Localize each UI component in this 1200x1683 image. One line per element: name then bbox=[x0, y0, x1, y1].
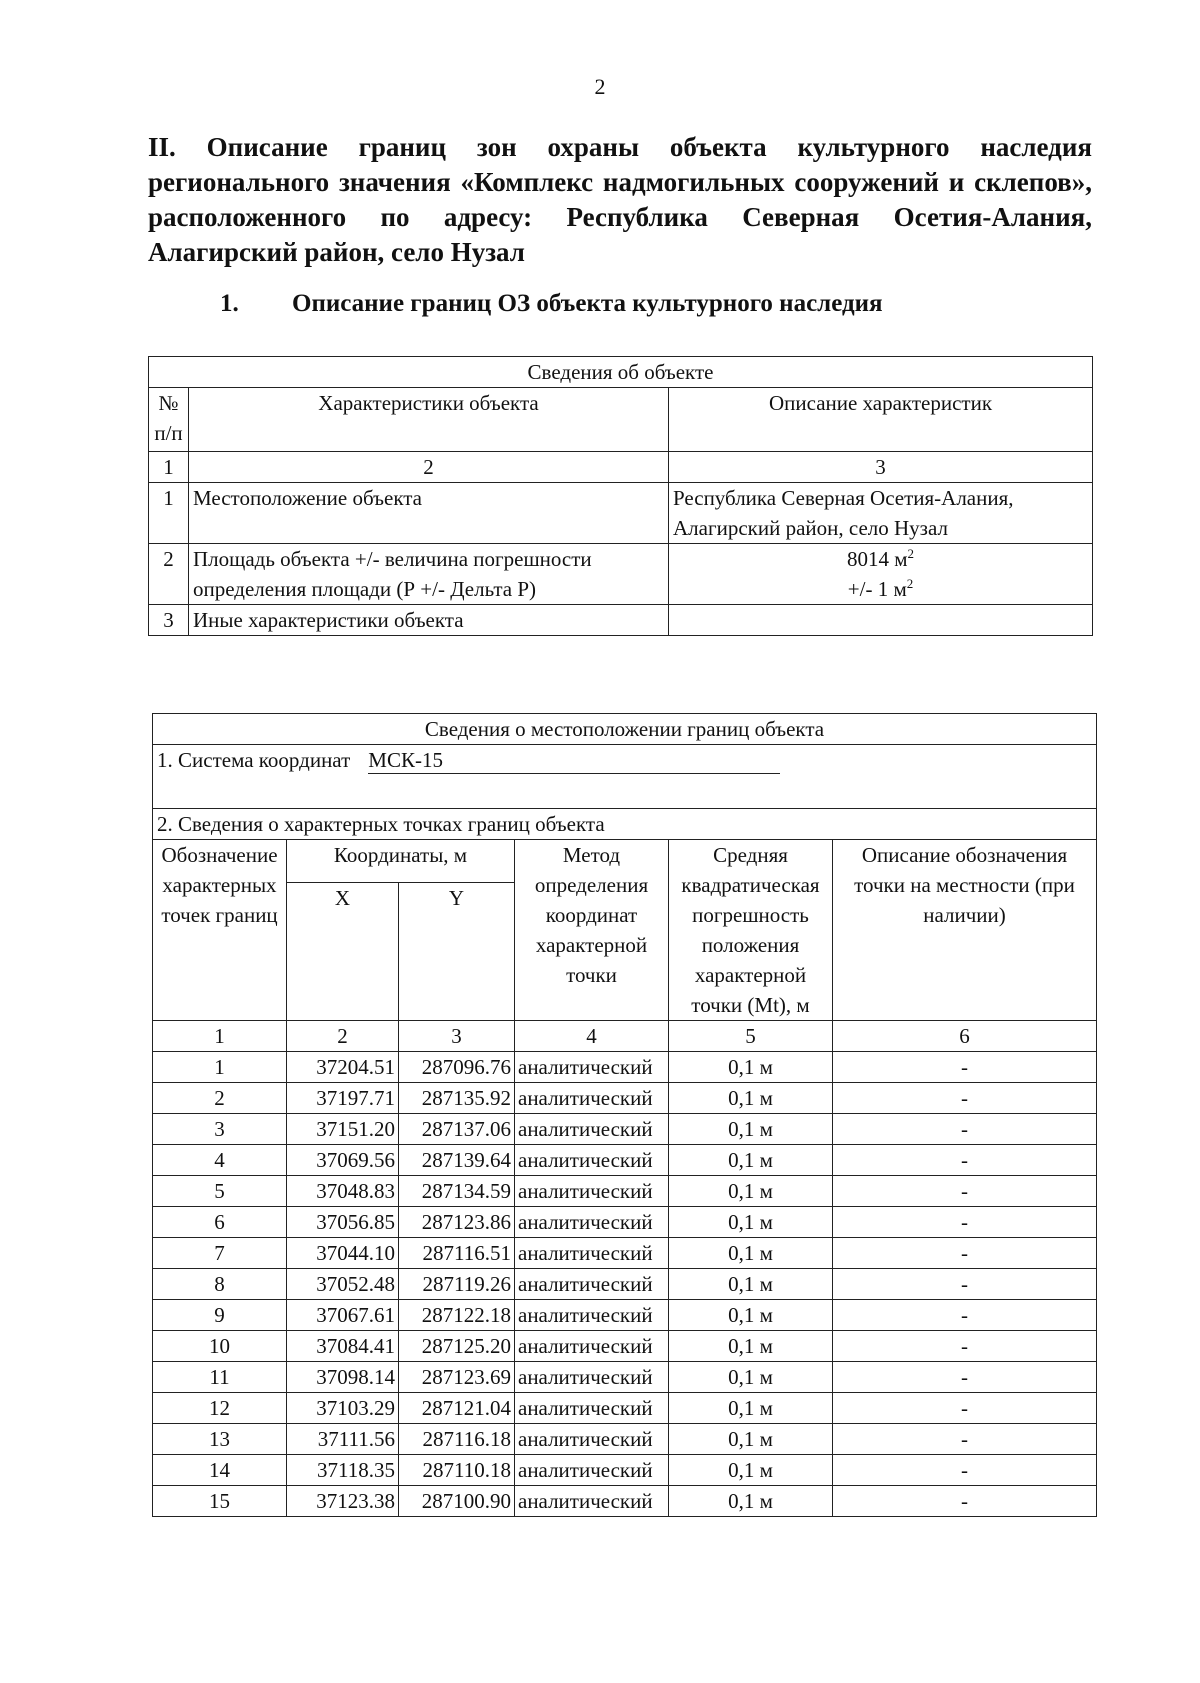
point-description-cell: - bbox=[833, 1145, 1097, 1176]
method-cell: аналитический bbox=[515, 1238, 669, 1269]
method-cell: аналитический bbox=[515, 1424, 669, 1455]
method-cell: аналитический bbox=[515, 1114, 669, 1145]
y-coordinate-cell: 287116.51 bbox=[399, 1238, 515, 1269]
table-row bbox=[153, 1362, 1097, 1393]
table-row bbox=[153, 1238, 1097, 1269]
x-coordinate-cell: 37118.35 bbox=[287, 1455, 399, 1486]
table-row bbox=[153, 1269, 1097, 1300]
point-id-cell: 14 bbox=[153, 1455, 287, 1486]
page-number: 2 bbox=[594, 74, 606, 99]
subsection-heading bbox=[220, 290, 1020, 318]
point-description-cell: - bbox=[833, 1238, 1097, 1269]
point-description-cell: - bbox=[833, 1393, 1097, 1424]
error-cell: 0,1 м bbox=[669, 1486, 833, 1517]
x-coordinate-cell: 37048.83 bbox=[287, 1176, 399, 1207]
method-cell: аналитический bbox=[515, 1269, 669, 1300]
area-value: 8014 $м^2$ bbox=[846, 546, 915, 571]
error-cell: 0,1 м bbox=[669, 1176, 833, 1207]
x-coordinate-cell: 37084.41 bbox=[287, 1331, 399, 1362]
error-cell: 0,1 м bbox=[669, 1238, 833, 1269]
header-y: Y bbox=[399, 883, 515, 1021]
x-coordinate-cell: 37069.56 bbox=[287, 1145, 399, 1176]
point-id-cell: 10 bbox=[153, 1331, 287, 1362]
col-number: 1 bbox=[153, 1021, 287, 1052]
error-cell: 0,1 м bbox=[669, 1362, 833, 1393]
point-id-cell: 15 bbox=[153, 1486, 287, 1517]
characteristic-name: Иные характеристики объекта bbox=[189, 605, 669, 636]
table-row bbox=[153, 1424, 1097, 1455]
col-header-characteristics: Характеристики объекта bbox=[189, 388, 669, 452]
header-error: Средняя квадратическая погрешность положения характерной точки (Mt), м bbox=[669, 840, 833, 1021]
header-description: Описание обозначения точки на местности (при наличии) bbox=[833, 840, 1097, 1021]
characteristic-value bbox=[669, 605, 1093, 636]
table-row bbox=[153, 1331, 1097, 1362]
error-cell: 0,1 м bbox=[669, 1114, 833, 1145]
col-number: 2 bbox=[189, 452, 669, 483]
table-row bbox=[153, 1052, 1097, 1083]
point-description-cell: - bbox=[833, 1269, 1097, 1300]
col-number: 3 bbox=[669, 452, 1093, 483]
section-heading: II. Описание границ зон охраны объекта культурного наследия регионального значения «Комплекс надмогильных сооружений и склепов», расположенного по адресу: Республика Северная Осетия-Алания, Алагирский район, село Нузал bbox=[148, 132, 1092, 267]
x-coordinate-cell: 37103.29 bbox=[287, 1393, 399, 1424]
point-id-cell: 2 bbox=[153, 1083, 287, 1114]
error-cell: 0,1 м bbox=[669, 1393, 833, 1424]
error-cell: 0,1 м bbox=[669, 1455, 833, 1486]
row-number: 3 bbox=[149, 605, 189, 636]
x-coordinate-cell: 37204.51 bbox=[287, 1052, 399, 1083]
characteristic-value: Республика Северная Осетия-Алания, Алагирский район, село Нузал bbox=[669, 483, 1093, 544]
table-row bbox=[149, 605, 1093, 636]
point-description-cell: - bbox=[833, 1207, 1097, 1238]
y-coordinate-cell: 287110.18 bbox=[399, 1455, 515, 1486]
y-coordinate-cell: 287116.18 bbox=[399, 1424, 515, 1455]
object-table-title: Сведения об объекте bbox=[149, 357, 1093, 388]
point-id-cell: 9 bbox=[153, 1300, 287, 1331]
point-description-cell: - bbox=[833, 1176, 1097, 1207]
method-cell: аналитический bbox=[515, 1331, 669, 1362]
point-description-cell: - bbox=[833, 1331, 1097, 1362]
error-cell: 0,1 м bbox=[669, 1145, 833, 1176]
table-row bbox=[153, 1455, 1097, 1486]
point-id-cell: 6 bbox=[153, 1207, 287, 1238]
y-coordinate-cell: 287096.76 bbox=[399, 1052, 515, 1083]
col-header-description: Описание характеристик bbox=[669, 388, 1093, 452]
col-number: 5 bbox=[669, 1021, 833, 1052]
point-id-cell: 7 bbox=[153, 1238, 287, 1269]
y-coordinate-cell: 287139.64 bbox=[399, 1145, 515, 1176]
error-cell: 0,1 м bbox=[669, 1331, 833, 1362]
method-cell: аналитический bbox=[515, 1362, 669, 1393]
col-header-number: № п/п bbox=[149, 388, 189, 452]
coord-system-value: МСК-15 bbox=[368, 747, 780, 774]
header-coords: Координаты, м bbox=[287, 840, 515, 883]
y-coordinate-cell: 287123.86 bbox=[399, 1207, 515, 1238]
method-cell: аналитический bbox=[515, 1052, 669, 1083]
table-row bbox=[149, 544, 1093, 605]
col-number: 6 bbox=[833, 1021, 1097, 1052]
x-coordinate-cell: 37067.61 bbox=[287, 1300, 399, 1331]
point-description-cell: - bbox=[833, 1052, 1097, 1083]
x-coordinate-cell: 37197.71 bbox=[287, 1083, 399, 1114]
table-row bbox=[153, 1486, 1097, 1517]
error-cell: 0,1 м bbox=[669, 1083, 833, 1114]
subsection-title: Описание границ ОЗ объекта культурного наследия bbox=[292, 290, 883, 317]
table-row bbox=[153, 1145, 1097, 1176]
method-cell: аналитический bbox=[515, 1486, 669, 1517]
point-description-cell: - bbox=[833, 1424, 1097, 1455]
row-number: 1 bbox=[149, 483, 189, 544]
characteristic-name: Местоположение объекта bbox=[189, 483, 669, 544]
table-row bbox=[153, 1114, 1097, 1145]
method-cell: аналитический bbox=[515, 1207, 669, 1238]
table-row bbox=[149, 483, 1093, 544]
method-cell: аналитический bbox=[515, 1176, 669, 1207]
points-title: 2. Сведения о характерных точках границ объекта bbox=[153, 809, 1097, 840]
method-cell: аналитический bbox=[515, 1393, 669, 1424]
y-coordinate-cell: 287123.69 bbox=[399, 1362, 515, 1393]
y-coordinate-cell: 287135.92 bbox=[399, 1083, 515, 1114]
points-table-body bbox=[153, 1052, 1097, 1517]
col-number: 1 bbox=[149, 452, 189, 483]
y-coordinate-cell: 287137.06 bbox=[399, 1114, 515, 1145]
header-designation: Обозначение характерных точек границ bbox=[153, 840, 287, 1021]
error-cell: 0,1 м bbox=[669, 1300, 833, 1331]
y-coordinate-cell: 287125.20 bbox=[399, 1331, 515, 1362]
point-description-cell: - bbox=[833, 1486, 1097, 1517]
table-row bbox=[153, 1207, 1097, 1238]
subsection-number: 1. bbox=[220, 290, 239, 317]
x-coordinate-cell: 37044.10 bbox=[287, 1238, 399, 1269]
point-description-cell: - bbox=[833, 1300, 1097, 1331]
table-row bbox=[153, 1393, 1097, 1424]
error-cell: 0,1 м bbox=[669, 1207, 833, 1238]
point-id-cell: 1 bbox=[153, 1052, 287, 1083]
point-id-cell: 3 bbox=[153, 1114, 287, 1145]
table-row bbox=[153, 1083, 1097, 1114]
col-number: 3 bbox=[399, 1021, 515, 1052]
method-cell: аналитический bbox=[515, 1083, 669, 1114]
coord-system-label: 1. Система координат bbox=[157, 748, 351, 772]
y-coordinate-cell: 287100.90 bbox=[399, 1486, 515, 1517]
y-coordinate-cell: 287121.04 bbox=[399, 1393, 515, 1424]
col-number: 2 bbox=[287, 1021, 399, 1052]
error-cell: 0,1 м bbox=[669, 1052, 833, 1083]
x-coordinate-cell: 37123.38 bbox=[287, 1486, 399, 1517]
col-number: 4 bbox=[515, 1021, 669, 1052]
y-coordinate-cell: 287134.59 bbox=[399, 1176, 515, 1207]
coord-system-row bbox=[153, 745, 1097, 809]
characteristic-name: Площадь объекта +/- величина погрешности определения площади (Р +/- Дельта Р) bbox=[189, 544, 669, 605]
table-row bbox=[153, 1300, 1097, 1331]
method-cell: аналитический bbox=[515, 1300, 669, 1331]
method-cell: аналитический bbox=[515, 1455, 669, 1486]
error-cell: 0,1 м bbox=[669, 1269, 833, 1300]
y-coordinate-cell: 287119.26 bbox=[399, 1269, 515, 1300]
x-coordinate-cell: 37056.85 bbox=[287, 1207, 399, 1238]
row-number: 2 bbox=[149, 544, 189, 605]
point-id-cell: 13 bbox=[153, 1424, 287, 1455]
point-id-cell: 11 bbox=[153, 1362, 287, 1393]
x-coordinate-cell: 37098.14 bbox=[287, 1362, 399, 1393]
point-id-cell: 12 bbox=[153, 1393, 287, 1424]
point-description-cell: - bbox=[833, 1114, 1097, 1145]
point-description-cell: - bbox=[833, 1362, 1097, 1393]
characteristic-value bbox=[669, 544, 1093, 605]
table-row bbox=[153, 1176, 1097, 1207]
x-coordinate-cell: 37111.56 bbox=[287, 1424, 399, 1455]
point-id-cell: 4 bbox=[153, 1145, 287, 1176]
point-description-cell: - bbox=[833, 1083, 1097, 1114]
method-cell: аналитический bbox=[515, 1145, 669, 1176]
point-id-cell: 5 bbox=[153, 1176, 287, 1207]
point-id-cell: 8 bbox=[153, 1269, 287, 1300]
x-coordinate-cell: 37151.20 bbox=[287, 1114, 399, 1145]
point-description-cell: - bbox=[833, 1455, 1097, 1486]
header-method: Метод определения координат характерной точки bbox=[515, 840, 669, 1021]
object-info-table bbox=[148, 356, 1093, 636]
y-coordinate-cell: 287122.18 bbox=[399, 1300, 515, 1331]
x-coordinate-cell: 37052.48 bbox=[287, 1269, 399, 1300]
location-table-title: Сведения о местоположении границ объекта bbox=[153, 714, 1097, 745]
area-error: +/- 1 $м^2$ bbox=[847, 576, 914, 601]
header-x: X bbox=[287, 883, 399, 1021]
error-cell: 0,1 м bbox=[669, 1424, 833, 1455]
boundary-location-table bbox=[152, 713, 1097, 1517]
